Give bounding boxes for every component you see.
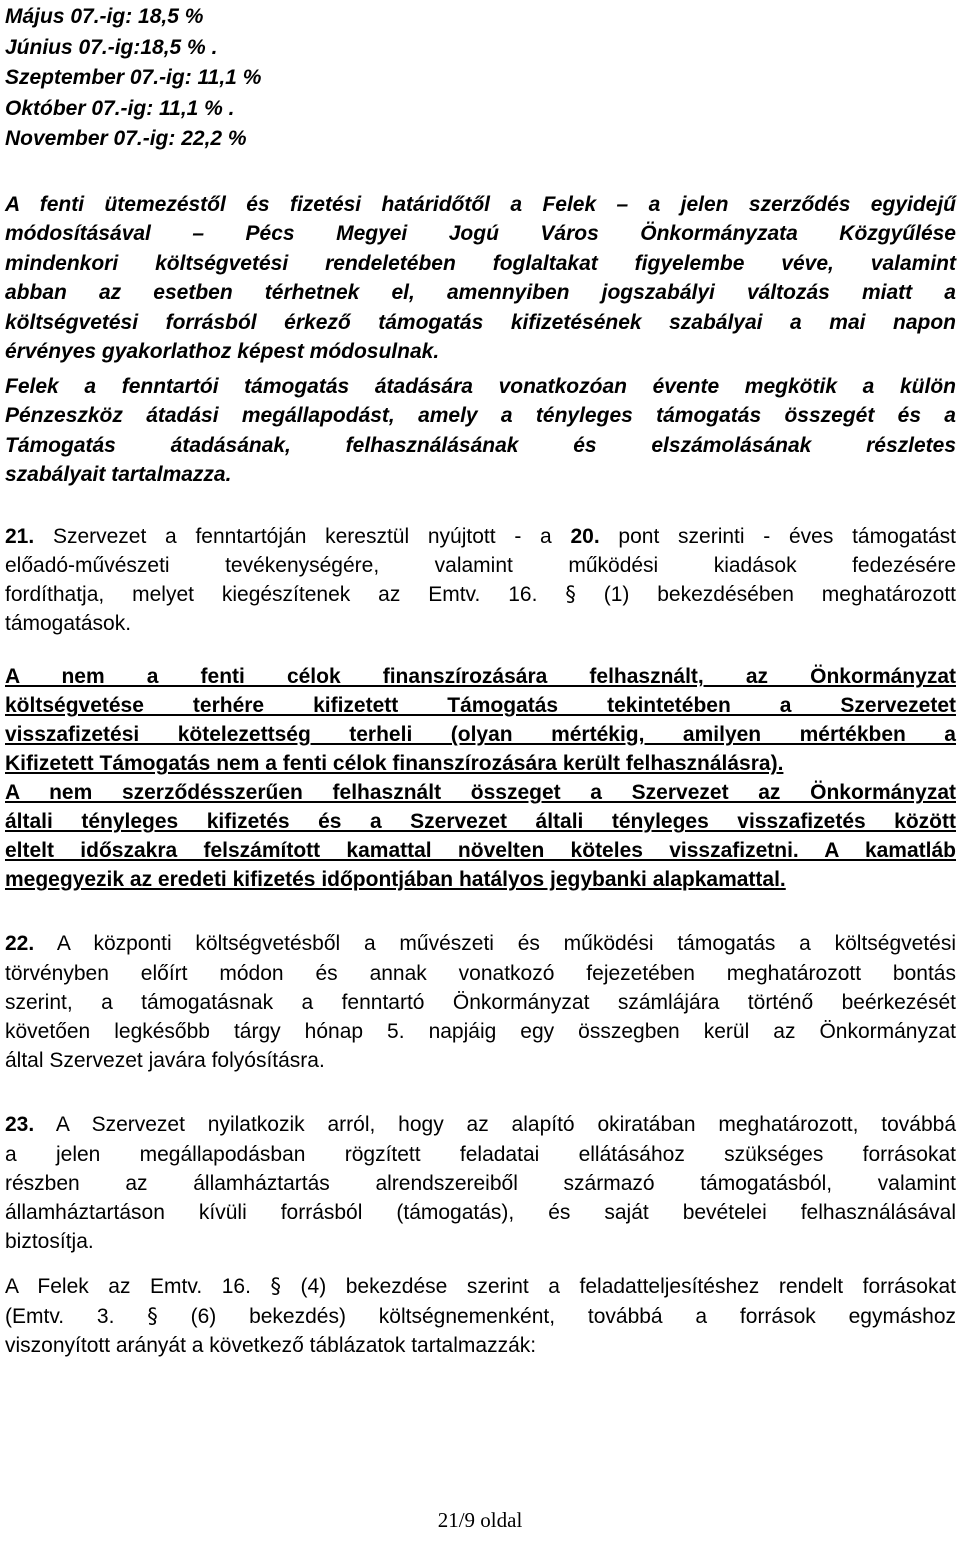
text-line: viszonyított arányát a következő táblázatok tartalmazzák: [5, 1333, 537, 1357]
text-line: általi tényleges kifizetés és a Szervezet általi tényleges visszafizetés között [5, 810, 956, 834]
text-line: által Szervezet javára folyósításra. [5, 1049, 325, 1073]
text-line: Támogatás átadásának, felhasználásának és elszámolásának részletes [5, 433, 956, 457]
schedule-item: Május 07.-ig: 18,5 % [5, 5, 204, 28]
section-number: 21. [5, 524, 35, 548]
deviation-paragraph [5, 190, 956, 367]
section-reference: 20. [570, 524, 600, 548]
text-line: abban az esetben térhetnek el, amennyiben jogszabályi változás miatt a [5, 281, 956, 304]
schedule-item: Október 07.-ig: 11,1 % . [5, 96, 235, 120]
section-sign: § [270, 1274, 281, 1299]
text-line: módosításával – Pécs Megyei Jogú Város Önkormányzata Közgyűlése [5, 222, 956, 245]
text-line: 21. Szervezet a fenntartóján keresztül nyújtott - a 20. pont szerinti - éves támogatást [5, 524, 956, 548]
text-line: Felek a fenntartói támogatás átadására vonatkozóan évente megkötik a külön [5, 374, 956, 398]
text-line: eltelt időszakra felszámított kamattal növelten köteles visszafizetni. A kamatláb [5, 839, 956, 863]
text-line: érvényes gyakorlathoz képest módosulnak. [5, 340, 440, 363]
schedule-item: November 07.-ig: 22,2 % [5, 127, 247, 150]
section-21 [5, 522, 956, 639]
text-line: 22. A központi költségvetésből a művészeti és működési támogatás a költségvetési [5, 932, 956, 956]
text-line: fordíthatja, melyet kiegészítenek az Emtv. 16. § (1) bekezdésében meghatározott [5, 581, 956, 606]
document-page [5, 0, 956, 1360]
section-number: 22. [5, 932, 35, 956]
section-22 [5, 929, 956, 1075]
text-line: mindenkori költségvetési rendeletében foglaltakat figyelembe véve, valamint [5, 251, 956, 275]
text-line: részben az államháztartás alrendszereiből származó támogatásból, valamint [5, 1171, 956, 1195]
text-line: A Felek az Emtv. 16. § (4) bekezdése szerint a feladatteljesítéshez rendelt forrásokat [5, 1274, 956, 1299]
emtv-sources-paragraph [5, 1272, 956, 1360]
text-line: A fenti ütemezéstől és fizetési határidőtől a Felek – a jelen szerződés egyidejű [5, 192, 956, 216]
transfer-agreement-paragraph [5, 372, 956, 490]
text-line: a jelen megállapodásban rögzített feladatai ellátásához szükséges forrásokat [5, 1142, 956, 1166]
section-number: 23. [5, 1113, 35, 1137]
payment-schedule [5, 0, 956, 155]
text-line: előadó-művészeti tevékenységére, valamint működési kiadások fedezésére [5, 553, 956, 577]
text-line: támogatások. [5, 612, 132, 636]
text-line: törvényben előírt módon és annak vonatkozó fejezetében meghatározott bontás [5, 961, 956, 985]
text-line: államháztartáson kívüli forrásból (támogatás), és saját bevételei felhasználásával [5, 1200, 956, 1224]
text-line: költségvetési forrásból érkező támogatás kifizetésének szabályai a mai napon [5, 310, 956, 334]
section-sign: § [147, 1303, 158, 1328]
text-line: A nem szerződésszerűen felhasznált összeget a Szervezet az Önkormányzat [5, 781, 956, 805]
text-line: követően legkésőbb tárgy hónap 5. napjáig egy összegben kerül az Önkormányzat [5, 1019, 956, 1043]
text-line: (Emtv. 3. § (6) bekezdés) költségnemenként, továbbá a források egymáshoz [5, 1303, 956, 1328]
repayment-obligation-paragraph [5, 662, 956, 778]
text-line: szabályait tartalmazza. [5, 463, 232, 486]
text-line: költségvetése terhére kifizetett Támogatás tekintetében a Szervezetet [5, 694, 956, 718]
page-number-footer: 21/9 oldal [437, 1508, 523, 1532]
text-line: 23. A Szervezet nyilatkozik arról, hogy az alapító okiratában meghatározott, továbbá [5, 1113, 956, 1137]
text-line: biztosítja. [5, 1230, 94, 1254]
section-23 [5, 1110, 956, 1256]
schedule-item: Június 07.-ig:18,5 % . [5, 35, 218, 59]
interest-paragraph [5, 778, 956, 894]
text-line: visszafizetési kötelezettség terheli (olyan mértékig, amilyen mértékben a [5, 723, 956, 747]
text-line: szerint, a támogatásnak a fenntartó Önkormányzat számlájára történő beérkezését [5, 990, 956, 1014]
section-sign: § [565, 581, 576, 606]
text-line: Pénzeszköz átadási megállapodást, amely a tényleges támogatás összegét és a [5, 404, 956, 427]
text-line: A nem a fenti célok finanszírozására felhasznált, az Önkormányzat [5, 665, 956, 689]
text-line: megegyezik az eredeti kifizetés időpontjában hatályos jegybanki alapkamattal. [5, 868, 786, 892]
text-line: Kifizetett Támogatás nem a fenti célok finanszírozására került felhasználásra). [5, 752, 784, 776]
schedule-item: Szeptember 07.-ig: 11,1 % [5, 66, 262, 89]
